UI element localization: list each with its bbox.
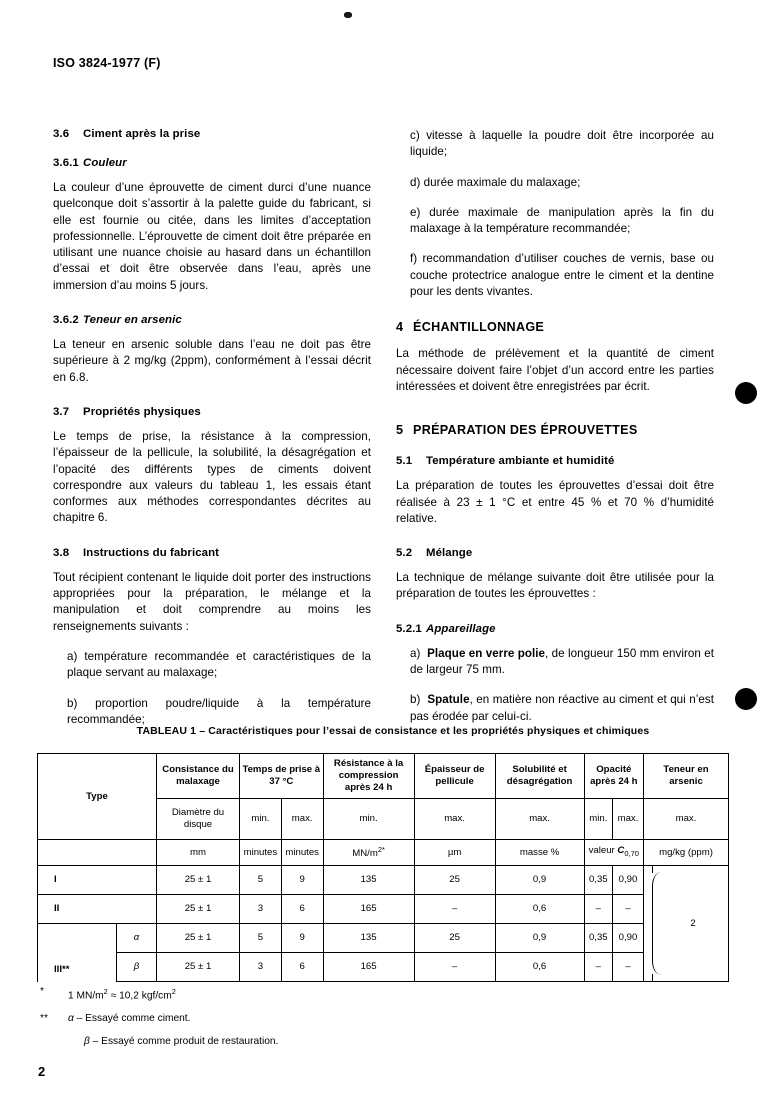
- cell-temps-min: 3: [240, 953, 282, 982]
- subheader-opacite-max: max.: [613, 799, 644, 840]
- cell-opacite-min: 0,35: [584, 866, 612, 895]
- cell-resistance: 135: [323, 866, 414, 895]
- unit-valeur-c: C: [617, 845, 625, 857]
- apparatus-item-b-desc: , en matière non réactive au ciment et qui n’est pas érodée par celui-ci.: [410, 693, 715, 723]
- footnote-unit-base: 1 MN/m: [68, 990, 104, 1002]
- cell-consistance: 25 ± 1: [157, 895, 240, 924]
- heading-3-6-2: [53, 314, 371, 326]
- heading-3-8-text: Instructions du fabricant: [83, 546, 220, 559]
- footnote-sup-2: 2: [171, 987, 176, 996]
- document-identifier: ISO 3824-1977 (F): [53, 56, 161, 70]
- heading-5-1-number: 5.1: [396, 455, 413, 468]
- cell-type: III**: [38, 924, 117, 982]
- cell-temps-max: 6: [281, 895, 323, 924]
- heading-5-2-1-number: 5.2.1: [396, 622, 422, 635]
- heading-5: [396, 423, 714, 437]
- table-header-row-1: [38, 754, 729, 799]
- footnote-alpha-symbol: α: [68, 1013, 74, 1025]
- cell-arsenic: [644, 866, 729, 982]
- footnote-alpha-text: [68, 1011, 460, 1026]
- cell-type: II: [38, 895, 157, 924]
- table-caption: TABLEAU 1 – Caractéristiques pour l’essai de consistance et les propriétés physiques et chimiques: [136, 725, 650, 737]
- apparatus-item-a-desc: , de longueur 150 mm environ et de largeur 75 mm.: [410, 646, 714, 677]
- list-item-b: b) proportion poudre/liquide à la température recommandée;: [67, 696, 371, 726]
- cell-epaisseur: –: [414, 953, 495, 982]
- heading-5-2-1: [396, 623, 714, 635]
- cell-subtype: β: [117, 953, 157, 982]
- unit-micrometre: µm: [414, 840, 495, 866]
- header-temps-de-prise: Temps de prise à 37 °C: [240, 754, 324, 799]
- apparatus-item-a-prefix: a): [410, 646, 421, 660]
- unit-type-blank: [38, 840, 157, 866]
- heading-3-6-1-text: Couleur: [83, 157, 127, 169]
- footnote-beta-text: [68, 1034, 460, 1049]
- apparatus-item-b-prefix: b): [410, 693, 421, 707]
- table-row: [38, 866, 729, 895]
- unit-mn-m2: [323, 840, 414, 866]
- heading-3-6-2-text: Teneur en arsenic: [83, 314, 182, 327]
- cell-epaisseur: 25: [414, 924, 495, 953]
- cell-epaisseur: –: [414, 895, 495, 924]
- footnote-alpha-desc: – Essayé comme ciment.: [73, 1013, 191, 1025]
- footnote-beta-desc: – Essayé comme produit de restauration.: [89, 1036, 279, 1048]
- spacer: [396, 409, 714, 423]
- cell-temps-min: 5: [240, 866, 282, 895]
- heading-5-text: PRÉPARATION DES ÉPROUVETTES: [413, 423, 638, 438]
- heading-3-6: [53, 128, 371, 140]
- unit-valeur-prefix: valeur: [588, 845, 618, 857]
- footnote-sup-1: 2: [103, 987, 108, 996]
- cell-temps-min: 5: [240, 924, 282, 953]
- cell-subtype: α: [117, 924, 157, 953]
- heading-3-7-text: Propriétés physiques: [83, 405, 201, 418]
- cell-resistance: 165: [323, 895, 414, 924]
- cell-resistance: 165: [323, 953, 414, 982]
- heading-5-1-text: Température ambiante et humidité: [426, 455, 615, 468]
- cell-temps-max: 9: [281, 866, 323, 895]
- right-column: [396, 128, 714, 739]
- apparatus-item-a-name: Plaque en verre polie: [427, 646, 546, 660]
- table-footnotes: [40, 984, 460, 1057]
- unit-minutes-min: minutes: [240, 840, 282, 866]
- heading-3-6-number: 3.6: [53, 128, 70, 140]
- table-row: [38, 924, 729, 953]
- header-opacite: Opacité après 24 h: [584, 754, 643, 799]
- subheader-temps-min: min.: [240, 799, 282, 840]
- unit-mm: mm: [157, 840, 240, 866]
- list-item-d: d) durée maximale du malaxage;: [410, 175, 581, 189]
- header-resistance: Résistance à la compression après 24 h: [323, 754, 414, 799]
- header-epaisseur: Épaisseur de pellicule: [414, 754, 495, 799]
- left-column: [53, 128, 371, 742]
- cell-solubilite: 0,6: [495, 953, 584, 982]
- cell-temps-min: 3: [240, 895, 282, 924]
- subheader-resistance-min: min.: [323, 799, 414, 840]
- heading-3-6-1: [53, 157, 371, 169]
- registration-mark-lower: [735, 688, 757, 710]
- cell-opacite-min: 0,35: [584, 924, 612, 953]
- footnote-beta-mark: [40, 1034, 68, 1049]
- heading-4: [396, 320, 714, 334]
- list-item-c: c) vitesse à laquelle la poudre doit être incorporée au liquide;: [410, 129, 714, 159]
- paragraph-5-1: La préparation de toutes les éprouvettes d’essai doit être réalisée à 23 ± 1 °C et entre 45 % et 70 % d’humidité relative.: [396, 479, 714, 525]
- registration-mark-upper: [735, 382, 757, 404]
- cell-opacite-max: 0,90: [613, 866, 644, 895]
- footnote-unit-mid: ≈ 10,2 kgf/cm: [107, 990, 172, 1002]
- heading-3-6-1-number: 3.6.1: [53, 157, 79, 169]
- cell-consistance: 25 ± 1: [157, 953, 240, 982]
- heading-5-2-text: Mélange: [426, 547, 473, 560]
- footnote-asterisk: [40, 984, 460, 1003]
- list-item-e: e) durée maximale de manipulation après la fin du malaxage à la température recommandée;: [410, 205, 714, 236]
- subheader-diametre: Diamètre du disque: [157, 799, 240, 840]
- unit-mn-m2-base: MN/m: [352, 848, 378, 860]
- cell-opacite-min: –: [584, 895, 612, 924]
- heading-3-7: [53, 406, 371, 418]
- paragraph-3-6-1: La couleur d’une éprouvette de ciment durci d’une nuance quelconque doit s’assortir à la palette guide du fabricant, si elle est fournie ou citée, dans les limites d’acceptation professionnelle. L’éprouvette de ciment doit être préparée en utilisant une nuance choisie au hasard dans un échantillon d’essai et doit être observée dans l’eau, après une immersion d’au moins 5 jours.: [53, 181, 371, 292]
- cell-opacite-max: 0,90: [613, 924, 644, 953]
- paragraph-5-2: La technique de mélange suivante doit être utilisée pour la préparation de toutes les éprouvettes :: [396, 571, 714, 601]
- scan-speck: [344, 12, 352, 18]
- header-solubilite: Solubilité et désagrégation: [495, 754, 584, 799]
- subheader-solubilite-max: max.: [495, 799, 584, 840]
- heading-5-2-number: 5.2: [396, 547, 413, 560]
- cell-opacite-min: –: [584, 953, 612, 982]
- table-row: [38, 895, 729, 924]
- heading-3-8: [53, 547, 371, 559]
- paragraph-3-8: Tout récipient contenant le liquide doit porter des instructions appropriées pour la préparation, le mélange et la manipulation et doit comprendre au moins les renseignements suivants :: [53, 570, 371, 633]
- unit-masse-pct: masse %: [495, 840, 584, 866]
- apparatus-item-b: [396, 692, 714, 725]
- cell-temps-max: 6: [281, 953, 323, 982]
- cell-temps-max: 9: [281, 924, 323, 953]
- subheader-opacite-min: min.: [584, 799, 612, 840]
- heading-3-6-text: Ciment après la prise: [83, 128, 201, 140]
- heading-3-7-number: 3.7: [53, 405, 70, 418]
- unit-valeur-sub: 0,70: [624, 848, 639, 858]
- cell-solubilite: 0,9: [495, 924, 584, 953]
- cell-opacite-max: –: [613, 953, 644, 982]
- table-units-row: [38, 840, 729, 866]
- footnote-beta-symbol: β: [84, 1036, 90, 1048]
- unit-valeur-c070: [584, 840, 643, 866]
- page-number: 2: [38, 1064, 46, 1079]
- list-item-a: a) température recommandée et caractéristiques de la plaque servant au malaxage;: [67, 649, 371, 680]
- header-teneur-arsenic: Teneur en arsenic: [644, 754, 729, 799]
- characteristics-table: [37, 753, 729, 982]
- subheader-arsenic-max: max.: [644, 799, 729, 840]
- footnote-double-asterisk-mark: **: [40, 1013, 48, 1025]
- cell-solubilite: 0,9: [495, 866, 584, 895]
- cell-arsenic-value: 2: [690, 917, 696, 929]
- cell-opacite-max: –: [613, 895, 644, 924]
- cell-resistance: 135: [323, 924, 414, 953]
- brace-marker: [652, 872, 662, 975]
- footnote-beta: [40, 1034, 460, 1049]
- heading-4-number: 4: [396, 320, 404, 335]
- apparatus-item-a: [396, 646, 714, 679]
- header-type: Type: [38, 754, 157, 840]
- footnote-asterisk-mark: *: [40, 986, 44, 997]
- heading-5-1: [396, 455, 714, 467]
- cell-consistance: 25 ± 1: [157, 866, 240, 895]
- unit-mgkg-ppm: mg/kg (ppm): [644, 840, 729, 866]
- heading-5-2-1-text: Appareillage: [426, 622, 496, 635]
- heading-4-text: ÉCHANTILLONNAGE: [413, 320, 545, 335]
- header-consistance: Consistance du malaxage: [157, 754, 240, 799]
- unit-minutes-max: minutes: [281, 840, 323, 866]
- paragraph-3-6-2: La teneur en arsenic soluble dans l’eau ne doit pas être supérieure à 2 mg/kg (2ppm), conformément à l’essai décrit en 6.8.: [53, 338, 371, 384]
- table-row: [38, 953, 729, 982]
- cell-solubilite: 0,6: [495, 895, 584, 924]
- paragraph-3-7: Le temps de prise, la résistance à la compression, l’épaisseur de la pellicule, la solubilité, la désagrégation et l’opacité des différents types de ciments doivent correspondre aux valeurs du tableau 1, les essais étant conformes aux méthodes correspondantes décrites au chapitre 6.: [53, 429, 371, 525]
- cell-consistance: 25 ± 1: [157, 924, 240, 953]
- cell-type: I: [38, 866, 157, 895]
- list-item-f: f) recommandation d’utiliser couches de vernis, base ou couche protectrice analogue entre le ciment et la dentine pour les dents vivantes.: [410, 252, 714, 299]
- heading-3-6-2-number: 3.6.2: [53, 314, 79, 327]
- unit-mn-m2-sup: 2*: [377, 845, 385, 855]
- cell-epaisseur: 25: [414, 866, 495, 895]
- footnote-asterisk-text: [68, 984, 460, 1003]
- apparatus-item-b-name: Spatule: [427, 693, 470, 707]
- subheader-epaisseur-max: max.: [414, 799, 495, 840]
- heading-3-8-number: 3.8: [53, 546, 70, 559]
- paragraph-4: La méthode de prélèvement et la quantité de ciment nécessaire doivent faire l’objet d’un accord entre les parties intéressées et doivent être enregistrées par écrit.: [396, 347, 714, 393]
- subheader-temps-max: max.: [281, 799, 323, 840]
- heading-5-number: 5: [396, 423, 404, 438]
- heading-5-2: [396, 547, 714, 559]
- footnote-double-asterisk-alpha: [40, 1011, 460, 1026]
